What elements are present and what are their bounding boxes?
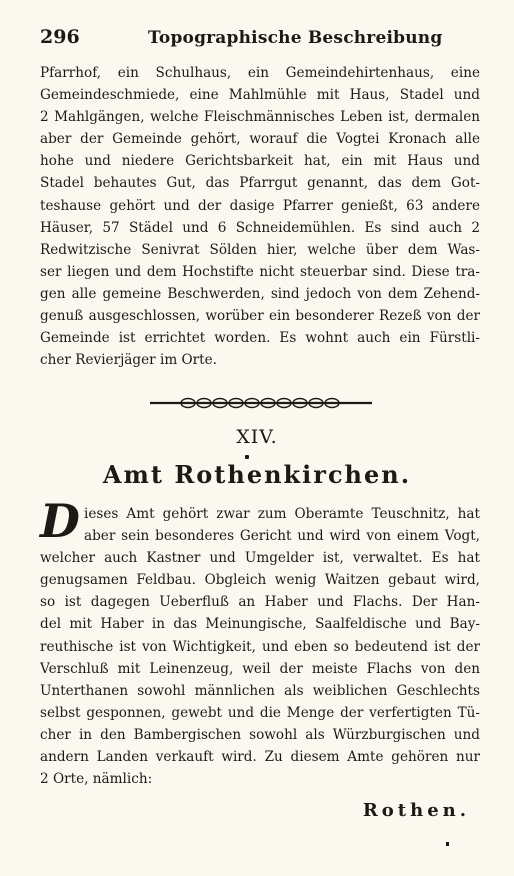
text-line: ser liegen und dem Hochstifte nicht steuerbar sind. Diese tra- [40, 263, 480, 280]
print-dot [245, 455, 249, 459]
page-header [40, 26, 470, 52]
catchword: Rothen. [362, 800, 470, 821]
text-line: andern Landen verkauft wird. Zu diesem Amte gehören nur [40, 749, 480, 766]
text-line: welcher auch Kastner und Umgelder ist, verwaltet. Es hat [40, 550, 480, 567]
text-line: del mit Haber in das Meinungische, Saalfeldische und Bay- [40, 616, 480, 633]
text-line: hohe und niedere Gerichtsbarkeit hat, ein mit Haus und [40, 153, 480, 170]
section-number: XIV. [236, 426, 278, 448]
page-number: 296 [40, 26, 80, 48]
text-line: reuthische ist von Wichtigkeit, und eben so bedeutend ist der [40, 638, 480, 655]
text-line: 2 Orte, nämlich: [40, 771, 153, 788]
drop-cap: D [40, 494, 80, 548]
text-line: Häuser, 57 Städel und 6 Schneidemühlen. Es sind auch 2 [40, 219, 480, 236]
text-line: ieses Amt gehört zwar zum Oberamte Teuschnitz, hat [84, 506, 480, 522]
ornamental-divider [150, 394, 372, 412]
text-line: Verschluß mit Leinenzeug, weil der meiste Flachs von den [40, 660, 480, 677]
text-line: genuß ausgeschlossen, worüber ein besonderer Rezeß von der [40, 308, 480, 325]
text-line: aber sein besonderes Gericht und wird von einem Vogt, [84, 528, 480, 545]
text-line: Unterthanen sowohl männlichen als weiblichen Geschlechts [40, 682, 480, 699]
text-line: aber der Gemeinde gehört, worauf die Vogtei Kronach alle [40, 131, 480, 148]
text-line: so ist dagegen Ueberfluß an Haber und Flachs. Der Han- [40, 594, 480, 611]
text-line: teshause gehört und der dasige Pfarrer genießt, 63 andere [40, 197, 480, 214]
section-title: Amt Rothenkirchen. [102, 460, 412, 489]
text-line: Gemeinde ist errichtet worden. Es wohnt auch ein Fürstli- [40, 330, 480, 347]
paragraph-continued [40, 62, 480, 371]
text-line: cher in den Bambergischen sowohl als Würzburgischen und [40, 726, 480, 743]
text-line: Pfarrhof, ein Schulhaus, ein Gemeindehirtenhaus, eine [40, 65, 480, 81]
text-line: genugsamen Feldbau. Obgleich wenig Waitzen gebaut wird, [40, 572, 480, 589]
running-head: Topographische Beschreibung [148, 28, 443, 48]
text-line: cher Revierjäger im Orte. [40, 352, 217, 369]
text-line: 2 Mahlgängen, welche Fleischmännisches Leben ist, dermalen [40, 109, 480, 126]
section-paragraph [40, 503, 480, 790]
text-line: selbst gesponnen, gewebt und die Menge der verfertigten Tü- [40, 704, 480, 721]
text-line: gen alle gemeine Beschwerden, sind jedoch von dem Zehend- [40, 285, 480, 302]
print-dot [446, 842, 449, 846]
text-line: Stadel behautes Gut, das Pfarrgut genannt, das dem Got- [40, 175, 480, 192]
text-line: Redwitzische Senivrat Sölden hier, welche über dem Was- [40, 241, 480, 258]
text-line: Gemeindeschmiede, eine Mahlmühle mit Haus, Stadel und [40, 87, 480, 104]
